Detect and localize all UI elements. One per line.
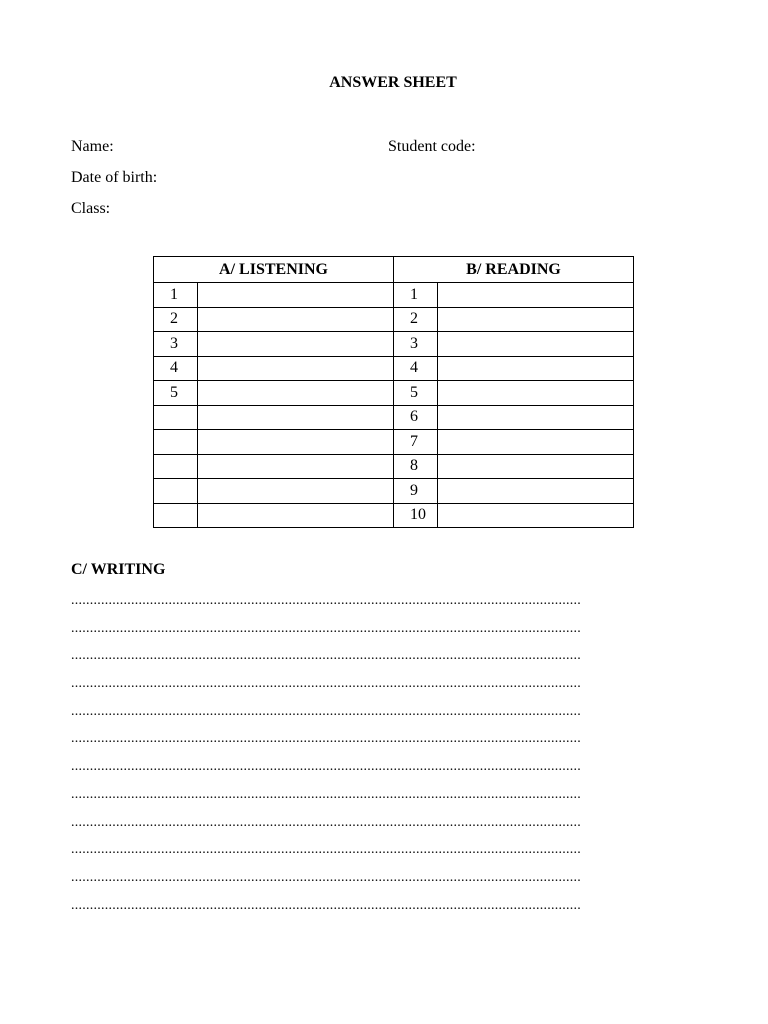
- reading-number: 2: [394, 307, 438, 332]
- listening-number: 3: [154, 332, 198, 357]
- table-row: [154, 430, 634, 455]
- listening-number: 1: [154, 283, 198, 308]
- listening-answer-cell: [198, 430, 394, 455]
- class-label: Class:: [71, 200, 111, 217]
- reading-answer-cell[interactable]: [438, 283, 634, 308]
- listening-number: [154, 430, 198, 455]
- table-row: [154, 381, 634, 406]
- listening-answer-cell: [198, 405, 394, 430]
- reading-header: B/ READING: [394, 257, 634, 283]
- reading-number: 8: [394, 454, 438, 479]
- reading-answer-cell[interactable]: [438, 430, 634, 455]
- writing-line[interactable]: ........................................................................................................................................: [71, 703, 581, 719]
- reading-answer-cell[interactable]: [438, 356, 634, 381]
- listening-number: 4: [154, 356, 198, 381]
- listening-answer-cell[interactable]: [198, 356, 394, 381]
- table-row: [154, 405, 634, 430]
- writing-heading: C/ WRITING: [71, 561, 166, 578]
- writing-line[interactable]: ........................................................................................................................................: [71, 759, 581, 775]
- writing-line[interactable]: ........................................................................................................................................: [71, 593, 581, 608]
- reading-answer-cell[interactable]: [438, 332, 634, 357]
- listening-answer-cell[interactable]: [198, 332, 394, 357]
- reading-number: 9: [394, 479, 438, 504]
- listening-number: 5: [154, 381, 198, 406]
- writing-line[interactable]: ........................................................................................................................................: [71, 676, 581, 692]
- listening-number: [154, 479, 198, 504]
- answer-table: [153, 256, 634, 528]
- listening-answer-cell: [198, 479, 394, 504]
- page-title: ANSWER SHEET: [329, 74, 457, 91]
- student-code-label: Student code:: [388, 138, 476, 155]
- writing-line[interactable]: ........................................................................................................................................: [71, 814, 581, 830]
- writing-lines: [71, 592, 712, 924]
- table-row: [154, 479, 634, 504]
- listening-answer-cell[interactable]: [198, 307, 394, 332]
- table-row: [154, 283, 634, 308]
- reading-answer-cell[interactable]: [438, 405, 634, 430]
- reading-answer-cell[interactable]: [438, 307, 634, 332]
- writing-line[interactable]: ........................................................................................................................................: [71, 842, 581, 858]
- table-row: [154, 454, 634, 479]
- listening-answer-cell: [198, 503, 394, 528]
- reading-number: 1: [394, 283, 438, 308]
- listening-number: [154, 503, 198, 528]
- writing-line[interactable]: ........................................................................................................................................: [71, 786, 581, 802]
- writing-line[interactable]: ........................................................................................................................................: [71, 620, 581, 636]
- listening-number: [154, 405, 198, 430]
- listening-number: 2: [154, 307, 198, 332]
- reading-answer-cell[interactable]: [438, 479, 634, 504]
- table-row: [154, 307, 634, 332]
- reading-number: 5: [394, 381, 438, 406]
- listening-header: A/ LISTENING: [154, 257, 394, 283]
- reading-answer-cell[interactable]: [438, 503, 634, 528]
- reading-answer-cell[interactable]: [438, 381, 634, 406]
- writing-line[interactable]: ........................................................................................................................................: [71, 869, 581, 885]
- table-row: [154, 356, 634, 381]
- reading-number: 4: [394, 356, 438, 381]
- date-of-birth-label: Date of birth:: [71, 169, 158, 186]
- reading-number: 10: [394, 503, 438, 528]
- table-header-row: [154, 257, 634, 283]
- reading-number: 3: [394, 332, 438, 357]
- writing-line[interactable]: ........................................................................................................................................: [71, 897, 581, 913]
- listening-answer-cell[interactable]: [198, 283, 394, 308]
- reading-number: 6: [394, 405, 438, 430]
- listening-number: [154, 454, 198, 479]
- listening-answer-cell[interactable]: [198, 381, 394, 406]
- reading-answer-cell[interactable]: [438, 454, 634, 479]
- table-row: [154, 503, 634, 528]
- reading-number: 7: [394, 430, 438, 455]
- writing-line[interactable]: ........................................................................................................................................: [71, 731, 581, 747]
- name-label: Name:: [71, 138, 114, 155]
- writing-line[interactable]: ........................................................................................................................................: [71, 648, 581, 664]
- table-row: [154, 332, 634, 357]
- listening-answer-cell: [198, 454, 394, 479]
